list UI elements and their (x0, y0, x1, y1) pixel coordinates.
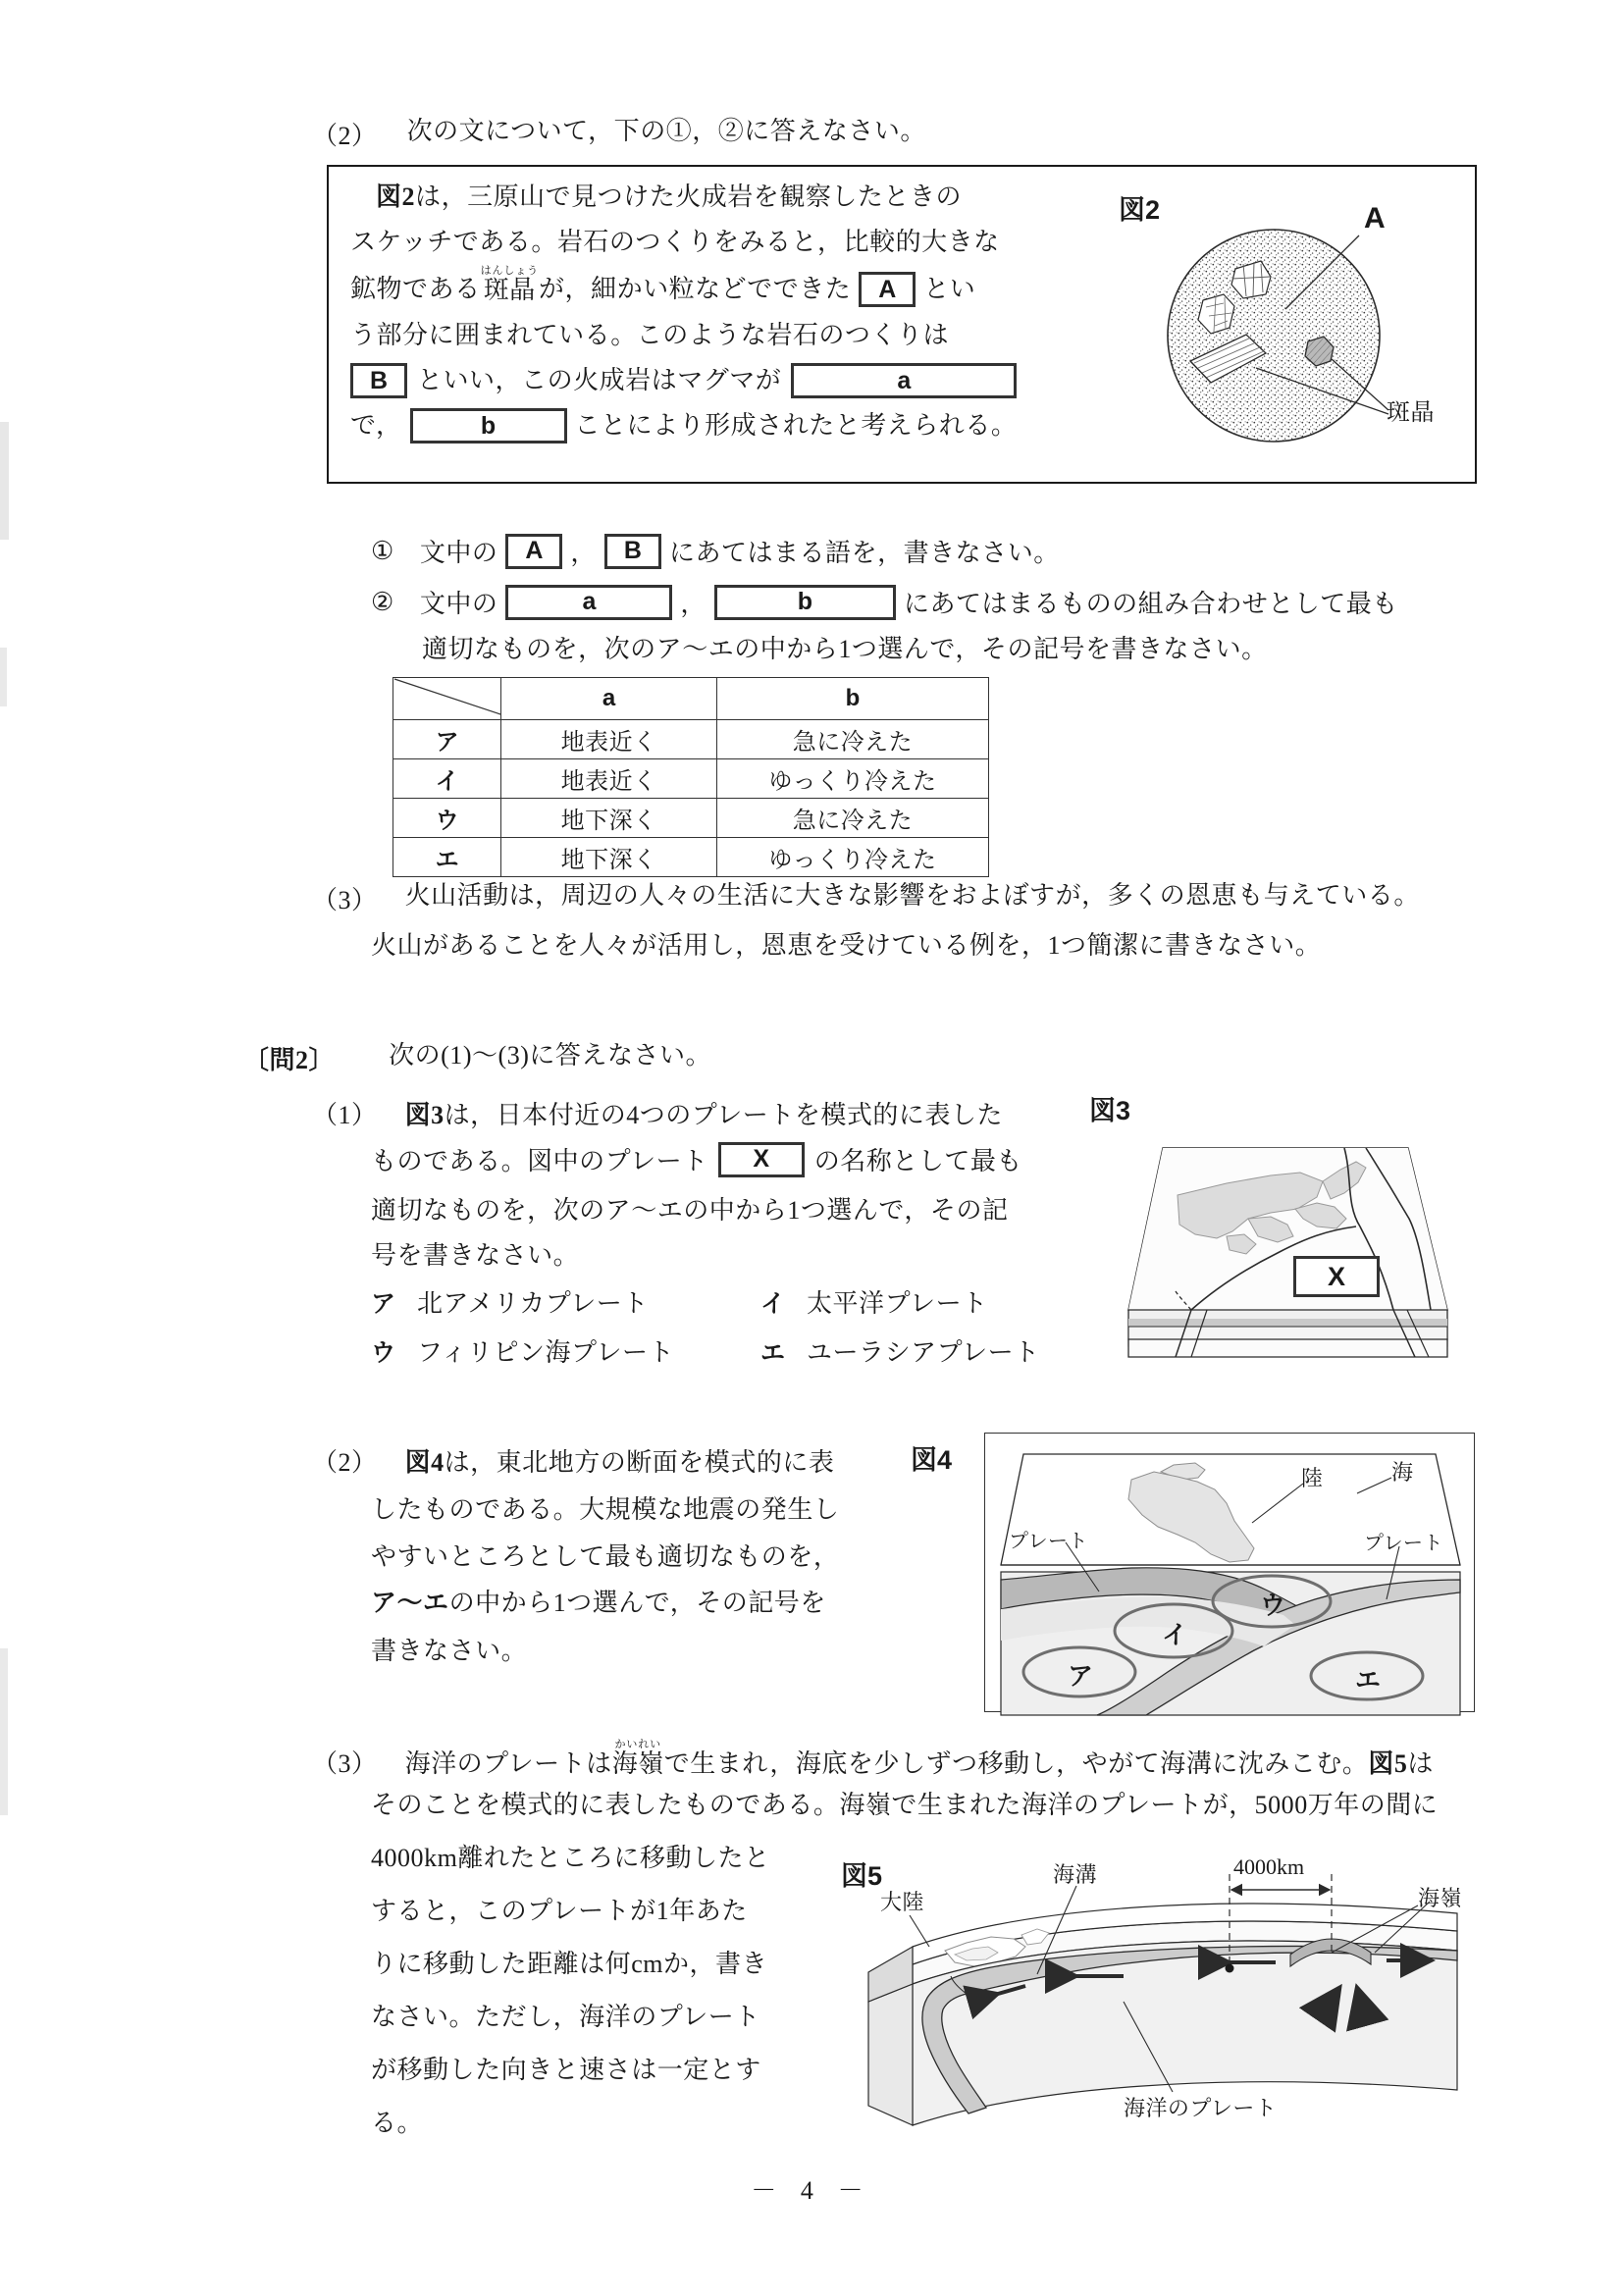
fig2-reference: 図2 (376, 183, 416, 211)
sub-question-2-text-2: にあてはまるものの組み合わせとして最も (903, 590, 1398, 618)
blank-X-q1[interactable]: X (718, 1142, 805, 1177)
row-symbol: イ (393, 759, 501, 799)
passage-line-6-text-a: で， (350, 411, 402, 440)
figure-4-mark-u[interactable]: ウ (1260, 1591, 1286, 1620)
passage-line-2-text: スケッチである。岩石のつくりをみると，比較的大きな (350, 228, 1000, 256)
mondai2-q1-line1: は，日本付近の4つのプレートを模式的に表した (444, 1101, 1004, 1129)
sub-question-1-text-2: にあてはまる語を，書きなさい。 (668, 539, 1060, 567)
blank-a-in-passage[interactable]: a (791, 363, 1017, 398)
mondai2-q1-number: （1） (312, 1101, 378, 1129)
comma-1: ， (570, 539, 597, 567)
mondai2-q1-line4: 号を書きなさい。 (371, 1241, 580, 1270)
passage-line-4-text: う部分に囲まれている。このような岩石のつくりは (350, 321, 949, 349)
table-row (393, 838, 989, 877)
figure-3-box-X[interactable]: X (1293, 1256, 1380, 1297)
table-row (393, 759, 989, 799)
mondai2-q1-option-1[interactable] (371, 1283, 649, 1320)
figure-4-mark-e[interactable]: エ (1355, 1665, 1382, 1695)
blank-b-q2[interactable]: b (714, 585, 896, 620)
figure-4-label-land: 陸 (1301, 1466, 1324, 1490)
question-3-number: （3） (312, 886, 378, 914)
mondai2-q3-line5: りに移動した距離は何cmか，書き (371, 1950, 768, 1978)
question-3-line-2: 火山があることを人々が活用し，恩恵を受けている例を，1つ簡潔に書きなさい。 (371, 931, 1322, 960)
row-symbol: ア (393, 720, 501, 759)
scan-artifact (0, 1648, 8, 1815)
mondai2-q3-line8: る。 (371, 2109, 424, 2137)
figure-2-callout-A: A (1364, 202, 1386, 235)
mondai2-q2-line4-b: の中から1つ選んで，その記号を (448, 1589, 826, 1617)
fig4-reference: 図4 (404, 1448, 445, 1477)
mondai2-q3-line1-a: 海洋のプレートは (404, 1749, 612, 1778)
figure-5-label-continent: 大陸 (880, 1890, 924, 1914)
figure-5-label: 図5 (841, 1861, 883, 1891)
table-header-row (393, 678, 989, 720)
blank-a-q2[interactable]: a (505, 585, 672, 620)
option-label: ユーラシアプレート (807, 1338, 1040, 1367)
figure-3 (1070, 1079, 1482, 1374)
table-header-b: b (716, 678, 988, 720)
mondai-2-label: 〔問2〕 (243, 1046, 336, 1074)
option-label: 太平洋プレート (807, 1289, 988, 1318)
fig5-reference: 図5 (1368, 1749, 1408, 1778)
option-symbol: ウ (371, 1338, 396, 1367)
passage-line-4 (350, 313, 1017, 358)
option-symbol: イ (760, 1289, 786, 1318)
row-symbol: ウ (393, 799, 501, 838)
passage-line-3-text-a: 鉱物である (350, 274, 481, 303)
passage-line-1-text: は，三原山で見つけた火成岩を観察したときの (415, 183, 962, 211)
mondai2-q3-line2: そのことを模式的に表したものである。海嶺で生まれた海洋のプレートが，5000万年の間に (371, 1791, 1439, 1819)
option-symbol: ア (371, 1289, 396, 1318)
figure-5 (829, 1845, 1477, 2149)
comma-2: ， (680, 590, 707, 618)
mondai2-q1-line3: 適切なものを，次のア～エの中から1つ選んで，その記 (371, 1196, 1009, 1225)
choices-table (393, 677, 989, 877)
fig3-reference: 図3 (404, 1101, 445, 1129)
mondai2-q3-line1-b: で生まれ，海底を少しずつ移動し，やがて海溝に沈みこむ。 (663, 1749, 1369, 1778)
blank-B-q1[interactable]: B (604, 534, 661, 569)
figure-4-label-sea: 海 (1391, 1460, 1414, 1485)
table-corner-cell (393, 678, 501, 720)
mondai2-q1-option-3[interactable] (371, 1332, 674, 1369)
option-symbol: エ (760, 1338, 786, 1367)
mondai2-q3-line6: なさい。ただし，海洋のプレート (371, 2003, 760, 2031)
passage-line-5 (350, 358, 1017, 403)
table-row (393, 720, 989, 759)
question-2-number: （2） (312, 122, 378, 150)
figure-2 (1074, 167, 1477, 483)
question-3-row (312, 880, 1420, 916)
mondai2-q2-line4-a: ア～エ (371, 1589, 449, 1617)
mondai2-q2-number: （2） (312, 1448, 378, 1477)
figure-4 (911, 1433, 1475, 1717)
sub-question-2-marker: ② (371, 587, 394, 616)
mondai2-q3-line7: が移動した向きと速さは一定とす (371, 2056, 761, 2084)
mondai2-q2-line4-row (371, 1583, 826, 1619)
figure-4-label-plate-right: プレート (1364, 1533, 1443, 1554)
option-label: 北アメリカプレート (417, 1289, 649, 1318)
question-2-prompt-row (312, 116, 926, 152)
mondai2-q1-option-2[interactable] (760, 1283, 988, 1320)
mondai2-q1-option-4[interactable] (760, 1332, 1040, 1369)
figure-4-label-plate-left: プレート (1009, 1531, 1088, 1552)
row-a-value: 地表近く (501, 759, 717, 799)
ruby-base: 斑晶 (480, 276, 539, 304)
row-a-value: 地表近く (501, 720, 717, 759)
mondai2-q2-line5: 書きなさい。 (371, 1637, 528, 1665)
passage-line-3-text-b: が，細かい粒などでできた (539, 274, 852, 303)
mondai2-q3-line4: すると，このプレートが1年あた (371, 1897, 748, 1925)
mondai2-q1-row (312, 1095, 1003, 1131)
mondai2-q1-line2-a: ものである。図中のプレート (371, 1147, 708, 1175)
ruby-kairei (612, 1739, 664, 1780)
blank-A-in-passage[interactable]: A (859, 272, 916, 307)
sub-question-1-row (371, 533, 1060, 569)
figure-2-callout-phenocryst: 斑晶 (1387, 400, 1435, 426)
figure-5-label-distance: 4000km (1233, 1854, 1305, 1879)
row-b-value: 急に冷えた (716, 720, 988, 759)
sub-question-2-row (371, 584, 1398, 620)
row-b-value: 急に冷えた (716, 799, 988, 838)
mondai2-q2-line2: したものである。大規模な地震の発生し (371, 1495, 840, 1524)
figure-3-drawing (1070, 1079, 1482, 1374)
ruby-hansho (481, 265, 539, 313)
figure-4-mark-a[interactable]: ア (1068, 1661, 1094, 1691)
row-b-value: ゆっくり冷えた (716, 838, 988, 877)
mondai2-q3-line3: 4000km離れたところに移動したと (371, 1844, 770, 1872)
ruby-text: かいれい (611, 1739, 664, 1750)
passage-line-6 (350, 403, 1017, 448)
blank-B-in-passage[interactable]: B (350, 363, 407, 398)
figure-5-label-oceanic-plate: 海洋のプレート (1124, 2096, 1278, 2120)
mondai2-q1-line2-b: の名称として最も (813, 1147, 1022, 1175)
table-row (393, 799, 989, 838)
sub-question-2-text-3: 適切なものを，次のア～エの中から1つ選んで，その記号を書きなさい。 (422, 635, 1268, 663)
table-header-a: a (501, 678, 717, 720)
mondai-2-prompt: 次の(1)～(3)に答えなさい。 (389, 1041, 712, 1070)
mondai2-q2-line3: やすいところとして最も適切なものを， (371, 1542, 840, 1571)
mondai2-q3-row (312, 1739, 1434, 1780)
mondai2-q2-row (312, 1442, 834, 1479)
mondai2-q1-line2-row (371, 1141, 1022, 1177)
mondai-2-row (243, 1040, 711, 1076)
question-2-prompt: 次の文について，下の①，②に答えなさい。 (406, 117, 926, 145)
figure-2-label: 図2 (1119, 195, 1161, 225)
figure-4-mark-i[interactable]: イ (1162, 1620, 1188, 1649)
row-symbol: エ (393, 838, 501, 877)
figure-5-label-trench: 海溝 (1053, 1862, 1097, 1887)
row-a-value: 地下深く (501, 838, 717, 877)
sub-question-1-text-1: 文中の (419, 539, 498, 567)
passage-line-3-text-c: とい (923, 274, 976, 303)
passage-line-2 (350, 220, 1017, 265)
page-number: － 4 － (751, 2176, 872, 2205)
passage-line-5-text: といい，この火成岩はマグマが (417, 366, 782, 394)
figure-5-label-ridge: 海嶺 (1418, 1886, 1462, 1910)
passage-line-6-text-b: ことにより形成されたと考えられる。 (574, 411, 1018, 440)
figure-4-drawing (911, 1433, 1475, 1717)
blank-A-q1[interactable]: A (505, 534, 562, 569)
figure-3-label: 図3 (1089, 1096, 1131, 1125)
scan-artifact (0, 648, 7, 706)
figure-4-label: 図4 (911, 1445, 953, 1475)
mondai2-q2-line1: は，東北地方の断面を模式的に表 (444, 1448, 835, 1477)
row-a-value: 地下深く (501, 799, 717, 838)
passage-line-1 (350, 175, 1017, 220)
blank-b-in-passage[interactable]: b (410, 408, 567, 444)
sub-question-2-text-1: 文中の (419, 590, 498, 618)
sub-question-1-marker: ① (371, 536, 394, 565)
row-b-value: ゆっくり冷えた (716, 759, 988, 799)
question-3-line-1: 火山活動は，周辺の人々の生活に大きな影響をおよぼすが，多くの恩恵も与えている。 (404, 881, 1420, 910)
passage-line-3 (350, 265, 1017, 313)
mondai2-q3-line1-c: は (1407, 1749, 1434, 1778)
ruby-text: はんしょう (480, 265, 540, 277)
ruby-base: 海嶺 (611, 1749, 664, 1778)
scan-artifact (0, 422, 9, 540)
option-label: フィリピン海プレート (417, 1338, 675, 1367)
mondai2-q3-number: （3） (312, 1749, 378, 1778)
